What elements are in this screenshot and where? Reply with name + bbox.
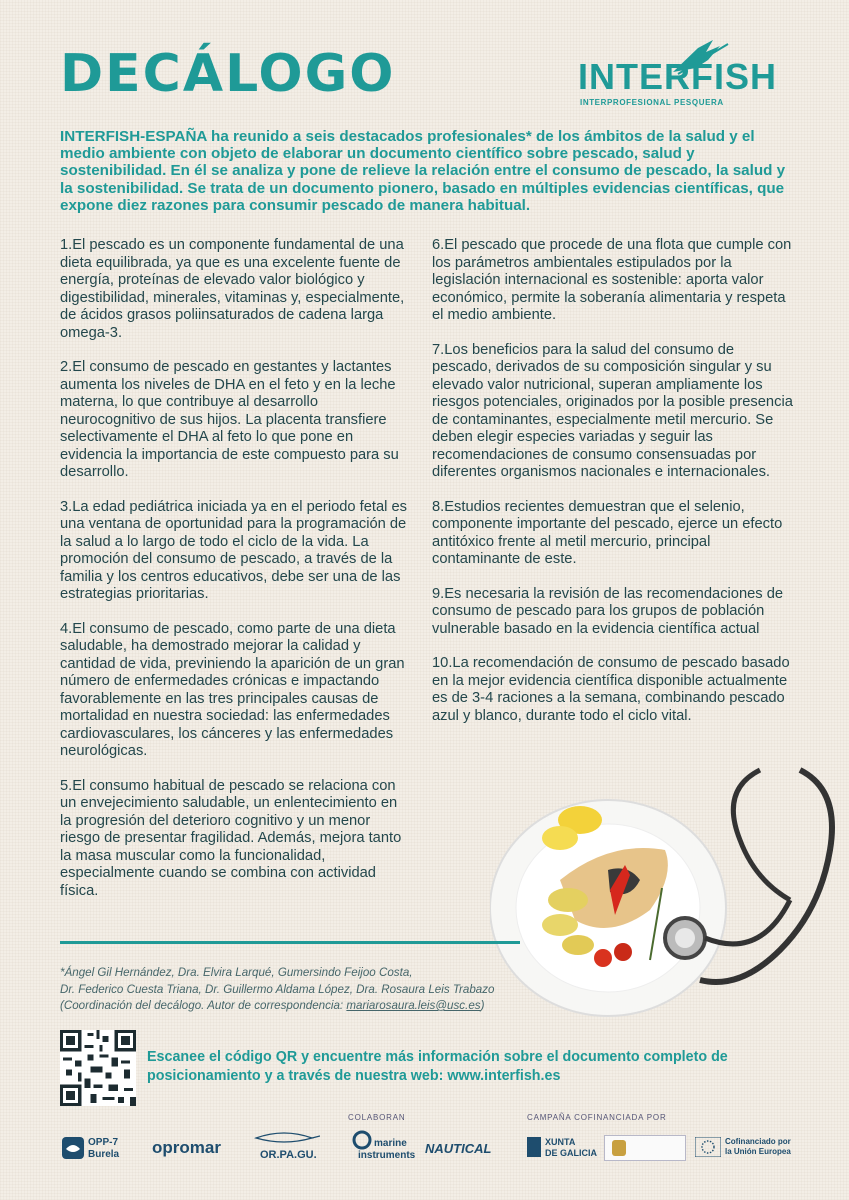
contact-email-link[interactable]: mariarosaura.leis@usc.es — [346, 999, 481, 1012]
opromar-logo: opromar — [152, 1138, 221, 1157]
campaign-label: CAMPAÑA COFINANCIADA POR — [527, 1113, 667, 1122]
point-8: 8.Estudios recientes demuestran que el selenio, componente importante del pescado, ejerce un efecto antitóxico frente al metil mercurio, principal contaminante de este. — [432, 498, 783, 567]
marine-line-1: marine — [374, 1138, 407, 1149]
marine-instruments-logo — [352, 1130, 422, 1168]
stethoscope-icon — [630, 760, 849, 1020]
gobierno-espana-logo — [604, 1135, 686, 1161]
opp7-line-2: Burela — [88, 1149, 120, 1160]
opp7-logo — [62, 1135, 142, 1163]
logo-subtitle: INTERPROFESIONAL PESQUERA — [580, 98, 724, 107]
footnote-line-3 — [60, 998, 540, 1015]
opp7-line-1: OPP-7 — [88, 1137, 119, 1148]
orpagu-logo — [252, 1128, 322, 1164]
author-footnote — [60, 965, 540, 1015]
eu-line-1: Cofinanciado por — [725, 1137, 791, 1146]
intro-paragraph: INTERFISH-ESPAÑA ha reunido a seis destacados profesionales* de los ámbitos de la salud y el medio ambiente con objeto de elaborar un documento científico sobre pescado, salud y sostenibilidad. En él se analiza y pone de relieve la relación entre el consumo de pescado, la salud y la sostenibilidad. Se trata de un documento pionero, basado en múltiples evidencias científicas, que expone diez razones para consumir pescado de manera habitual. — [60, 128, 786, 214]
xunta-line-1: XUNTA — [545, 1137, 576, 1147]
coat-of-arms-icon — [609, 1138, 629, 1158]
nautical-logo: NAUTICAL — [425, 1141, 492, 1156]
point-7: 7.Los beneficios para la salud del consumo de pescado, derivados de su composición singular y su elevado valor nutricional, superan ampliamente los riesgos potenciales, originados por la posible presencia de contaminantes, especialmente metil mercurio. Se deben elegir especies variadas y seguir las recomendaciones de consumo consensuadas por diferentes organismos nacionales e internacionales. — [432, 341, 793, 480]
eu-logo — [695, 1135, 795, 1161]
scan-qr-text: Escanee el código QR y encuentre más información sobre el documento completo de posicionamiento y a través de nuestra web: www.interfish.es — [147, 1049, 728, 1084]
eu-flag-icon — [695, 1137, 721, 1157]
xunta-emblem-icon — [527, 1137, 541, 1157]
point-6: 6.El pescado que procede de una flota que cumple con los parámetros ambientales estipulados por la legislación internacional es sostenible: aporta valor económico, permite la soberanía alimentaria y respeta el medio ambiente. — [432, 237, 792, 323]
orpagu-label: OR.PA.GU. — [260, 1149, 317, 1161]
footnote-line-1: *Ángel Gil Hernández, Dra. Elvira Larqué, Gumersindo Feijoo Costa, — [60, 966, 413, 979]
logo-wordmark: INTERFISH — [578, 56, 778, 97]
point-3: 3.La edad pediátrica iniciada ya en el periodo fetal es una ventana de oportunidad para la programación de la salud a lo largo de todo el ciclo de la vida. La promoción del consumo de pescado, a través de la familia y los centros educativos, debe ser una de las estrategias prioritarias. — [60, 498, 408, 602]
marine-line-2: instruments — [358, 1150, 416, 1161]
footnote-line-2: Dr. Federico Cuesta Triana, Dr. Guillermo Aldama López, Dra. Rosaura Leis Trabazo — [60, 982, 495, 996]
footnote-prefix: (Coordinación del decálogo. Autor de correspondencia: — [60, 999, 347, 1012]
page-title: DECÁLOGO — [60, 44, 396, 104]
point-9: 9.Es necesaria la revisión de las recomendaciones de consumo de pescado para los grupos de población vulnerable basado en la evidencia científica actual — [432, 585, 784, 637]
divider-line — [60, 941, 520, 944]
xunta-logo — [527, 1135, 597, 1161]
points-right-column — [432, 237, 797, 742]
qr-code[interactable] — [60, 1030, 136, 1106]
point-2: 2.El consumo de pescado en gestantes y lactantes aumenta los niveles de DHA en el feto y en la leche materna, lo que contribuye al desarrollo neurocognitivo de sus hijos. La placenta transfiere selectivamente el DHA al feto lo que pone en evidencia la importancia de este compuesto para su desarrollo. — [60, 359, 399, 480]
xunta-line-2: DE GALICIA — [545, 1148, 598, 1158]
eu-line-2: la Unión Europea — [725, 1147, 791, 1156]
point-4: 4.El consumo de pescado, como parte de una dieta saludable, ha demostrado mejorar la calidad y cantidad de vida, previniendo la aparición de un gran número de enfermedades crónicas e impactando favorablemente en las tres principales causas de mortalidad en nuestra sociedad: las enfermedades cardiovasculares, los cánceres y las enfermedades neurológicas. — [60, 620, 405, 759]
point-10: 10.La recomendación de consumo de pescado basado en la mejor evidencia científica disponible actualmente es de 3-4 raciones a la semana, combinando pescado azul y blanco, durante todo el ciclo vital. — [432, 655, 790, 724]
interfish-logo — [578, 38, 788, 112]
point-1: 1.El pescado es un componente fundamental de una dieta equilibrada, ya que es una excelente fuente de energía, proteínas de elevado valor biológico y digestibilidad, minerales, vitaminas y, especialmente, de ácidos grasos poliinsaturados de cadena larga omega-3. — [60, 237, 405, 341]
point-5: 5.El consumo habitual de pescado se relaciona con un envejecimiento saludable, un enlentecimiento en la progresión del deterioro cognitivo y un menor riesgo de presentar fragilidad. Además, mejora tanto la masa muscular como la funcionalidad, especialmente cuando se combina con actividad física. — [60, 777, 402, 899]
footnote-suffix: ) — [480, 999, 485, 1012]
swordfish-outline-icon — [254, 1128, 320, 1148]
points-left-column — [60, 237, 410, 917]
colaboran-label: COLABORAN — [348, 1113, 406, 1122]
fish-badge-icon — [62, 1137, 84, 1159]
marine-swirl-icon — [352, 1130, 372, 1150]
